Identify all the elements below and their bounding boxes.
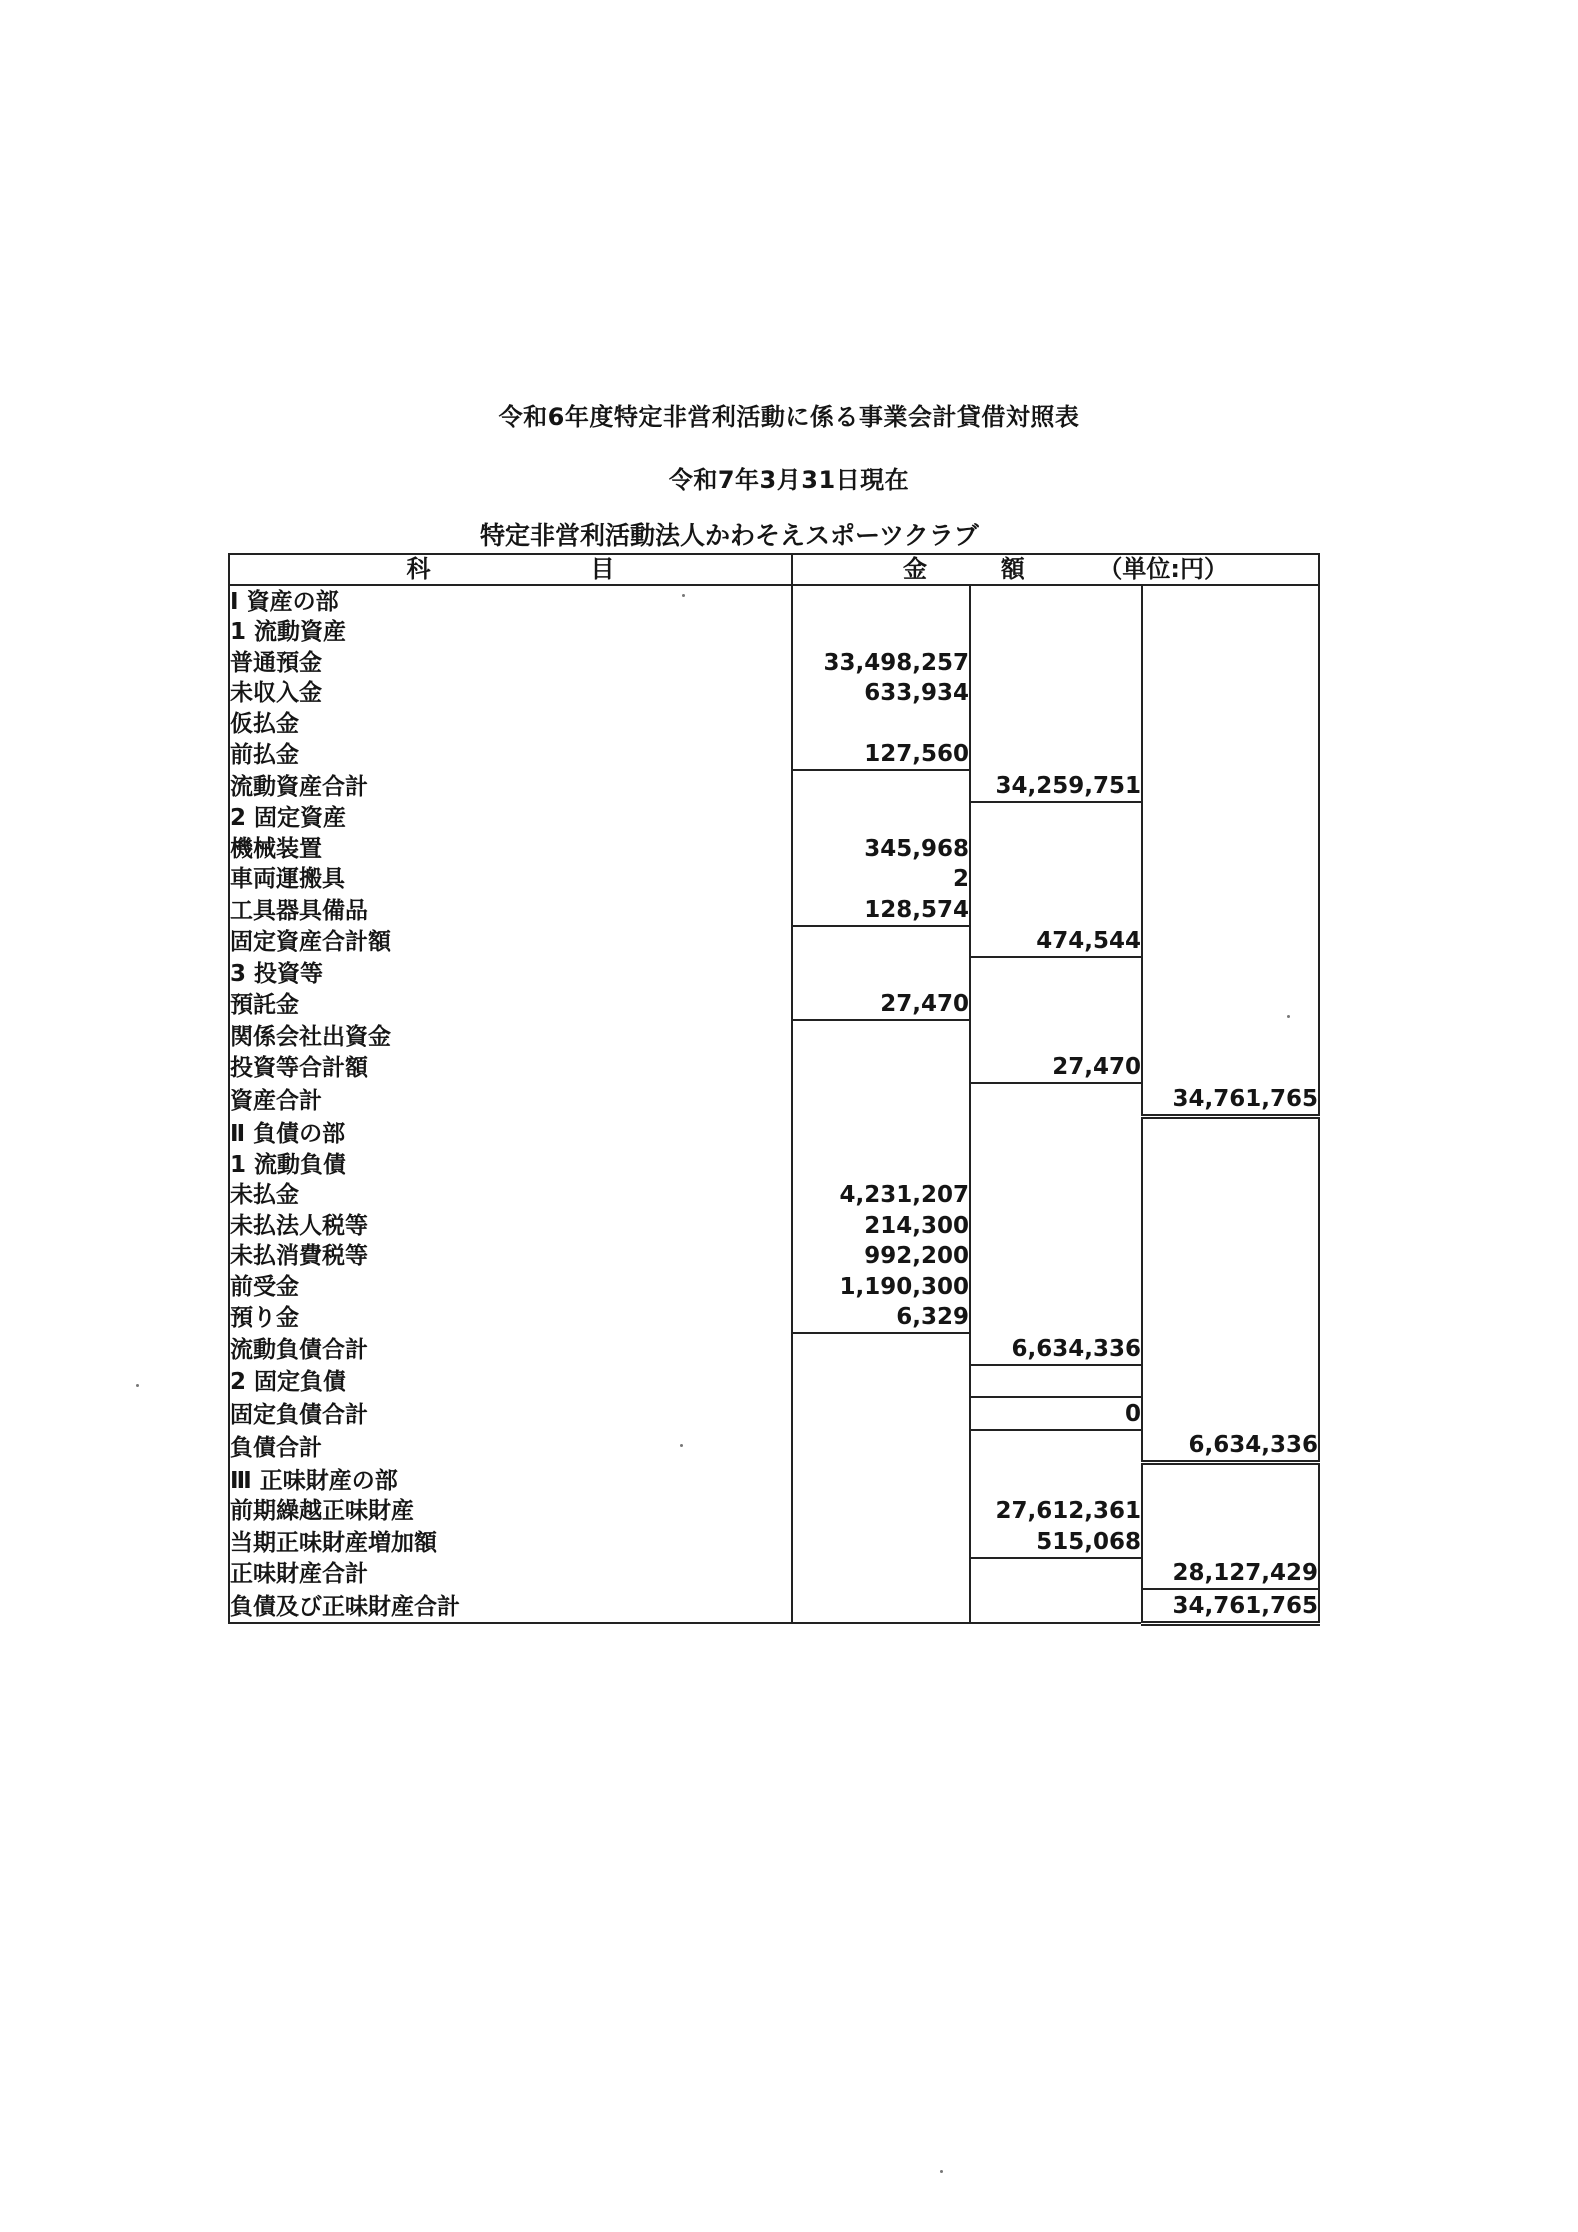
row-c1: 33,498,257 [792, 647, 970, 678]
row-label: 預託金 [229, 989, 792, 1021]
row-c3 [1142, 1052, 1319, 1084]
row-c2 [970, 1210, 1142, 1241]
header-kingaku-1: 金 [903, 555, 927, 583]
row-c1 [792, 1430, 970, 1463]
balance-sheet-table [228, 553, 1320, 1626]
table-row [229, 585, 1319, 617]
table-row [229, 1020, 1319, 1052]
row-c3 [1142, 989, 1319, 1021]
row-c3 [1142, 617, 1319, 648]
row-label: 3 投資等 [229, 957, 792, 989]
row-c2: 27,612,361 [970, 1496, 1142, 1527]
row-c2: 515,068 [970, 1526, 1142, 1558]
row-c1: 128,574 [792, 894, 970, 926]
row-label: Ⅱ 負債の部 [229, 1116, 792, 1149]
row-label: 2 固定負債 [229, 1365, 792, 1398]
row-c2 [970, 894, 1142, 926]
row-label: 正味財産合計 [229, 1558, 792, 1590]
row-label: 負債合計 [229, 1430, 792, 1463]
table-row [229, 802, 1319, 834]
row-c1 [792, 1052, 970, 1084]
table-row [229, 833, 1319, 864]
row-c1: 345,968 [792, 833, 970, 864]
row-c3 [1142, 1180, 1319, 1211]
row-label: 未払消費税等 [229, 1241, 792, 1272]
row-label: Ⅲ 正味財産の部 [229, 1463, 792, 1496]
row-label: 前受金 [229, 1271, 792, 1302]
row-c2 [970, 739, 1142, 771]
table-row [229, 1210, 1319, 1241]
row-c1 [792, 926, 970, 958]
table-row [229, 1180, 1319, 1211]
row-c2 [970, 617, 1142, 648]
scan-speck [1287, 1015, 1290, 1018]
row-c2 [970, 864, 1142, 895]
table-header-row [229, 554, 1319, 585]
row-c1 [792, 1589, 970, 1623]
row-c2 [970, 1589, 1142, 1623]
row-c3 [1142, 1333, 1319, 1365]
header-kamoku-2: 目 [590, 555, 615, 583]
row-c3 [1142, 1020, 1319, 1052]
row-label: Ⅰ 資産の部 [229, 585, 792, 617]
row-label: 2 固定資産 [229, 802, 792, 834]
row-label: 流動負債合計 [229, 1333, 792, 1365]
table-row [229, 926, 1319, 958]
row-c2 [970, 1083, 1142, 1116]
document-title: 令和6年度特定非営利活動に係る事業会計貸借対照表 [498, 403, 1080, 431]
row-c1: 4,231,207 [792, 1180, 970, 1211]
organization-name: 特定非営利活動法人かわそえスポーツクラブ [480, 521, 979, 550]
row-c3 [1142, 1149, 1319, 1180]
scan-speck [136, 1384, 139, 1387]
row-label: 未収入金 [229, 678, 792, 709]
row-c1: 992,200 [792, 1241, 970, 1272]
row-c3 [1142, 1365, 1319, 1398]
row-c1: 6,329 [792, 1302, 970, 1334]
header-unit: （単位:円） [1098, 555, 1229, 583]
row-label: 前期繰越正味財産 [229, 1496, 792, 1527]
row-c1 [792, 1463, 970, 1496]
row-c3 [1142, 1463, 1319, 1496]
row-c3 [1142, 1526, 1319, 1558]
document-date: 令和7年3月31日現在 [668, 466, 910, 494]
table-row [229, 1302, 1319, 1334]
row-c2 [970, 678, 1142, 709]
scan-speck [940, 2170, 943, 2173]
table-row [229, 989, 1319, 1021]
row-c2 [970, 585, 1142, 617]
row-c3 [1142, 647, 1319, 678]
row-c2 [970, 708, 1142, 739]
row-label: 仮払金 [229, 708, 792, 739]
row-c2 [970, 1180, 1142, 1211]
row-c2 [970, 1430, 1142, 1463]
row-c3: 34,761,765 [1142, 1589, 1319, 1623]
row-c3 [1142, 708, 1319, 739]
row-c1 [792, 802, 970, 834]
row-c2 [970, 1020, 1142, 1052]
row-c2 [970, 647, 1142, 678]
row-label: 流動資産合計 [229, 770, 792, 802]
table-row [229, 739, 1319, 771]
row-c2 [970, 1302, 1142, 1334]
row-c1 [792, 1496, 970, 1527]
table-row [229, 1271, 1319, 1302]
row-label: 機械装置 [229, 833, 792, 864]
row-label: 未払法人税等 [229, 1210, 792, 1241]
row-c1: 214,300 [792, 1210, 970, 1241]
row-c1 [792, 1397, 970, 1430]
row-label: 1 流動負債 [229, 1149, 792, 1180]
table-row [229, 1589, 1319, 1623]
row-c3 [1142, 1241, 1319, 1272]
scan-speck [680, 1444, 683, 1447]
table-row [229, 957, 1319, 989]
row-c3 [1142, 1496, 1319, 1527]
header-kamoku [229, 554, 792, 585]
row-c1: 633,934 [792, 678, 970, 709]
table-row [229, 1052, 1319, 1084]
row-c1 [792, 708, 970, 739]
row-c3 [1142, 739, 1319, 771]
row-c3 [1142, 678, 1319, 709]
row-label: 工具器具備品 [229, 894, 792, 926]
table-row [229, 1430, 1319, 1463]
scan-speck [682, 594, 685, 597]
row-label: 1 流動資産 [229, 617, 792, 648]
row-label: 固定資産合計額 [229, 926, 792, 958]
row-c1 [792, 1558, 970, 1590]
row-c1: 1,190,300 [792, 1271, 970, 1302]
row-c2 [970, 1365, 1142, 1398]
table-row [229, 1463, 1319, 1496]
row-c1: 27,470 [792, 989, 970, 1021]
row-c2 [970, 957, 1142, 989]
row-c3 [1142, 1116, 1319, 1149]
row-label: 資産合計 [229, 1083, 792, 1116]
row-c1 [792, 585, 970, 617]
row-label: 関係会社出資金 [229, 1020, 792, 1052]
table-row [229, 864, 1319, 895]
row-c1 [792, 1365, 970, 1398]
table-row [229, 617, 1319, 648]
row-c1 [792, 1526, 970, 1558]
row-c2: 6,634,336 [970, 1333, 1142, 1365]
row-c3: 6,634,336 [1142, 1430, 1319, 1463]
table-row [229, 647, 1319, 678]
row-c2 [970, 1116, 1142, 1149]
row-c2 [970, 833, 1142, 864]
row-c3 [1142, 1271, 1319, 1302]
row-c2 [970, 1271, 1142, 1302]
header-kingaku [792, 554, 1319, 585]
row-label: 当期正味財産増加額 [229, 1526, 792, 1558]
row-c2: 27,470 [970, 1052, 1142, 1084]
row-label: 前払金 [229, 739, 792, 771]
row-c2: 474,544 [970, 926, 1142, 958]
row-label: 預り金 [229, 1302, 792, 1334]
row-c2 [970, 1463, 1142, 1496]
table-row [229, 894, 1319, 926]
row-c1 [792, 1083, 970, 1116]
table-row [229, 1241, 1319, 1272]
row-label: 固定負債合計 [229, 1397, 792, 1430]
table-row [229, 1333, 1319, 1365]
row-c3 [1142, 957, 1319, 989]
row-c3: 34,761,765 [1142, 1083, 1319, 1116]
row-label: 投資等合計額 [229, 1052, 792, 1084]
table-row [229, 1526, 1319, 1558]
row-c2 [970, 989, 1142, 1021]
row-c2: 34,259,751 [970, 770, 1142, 802]
row-c3 [1142, 894, 1319, 926]
row-c3 [1142, 1397, 1319, 1430]
row-c3 [1142, 585, 1319, 617]
row-label: 普通預金 [229, 647, 792, 678]
row-c3 [1142, 770, 1319, 802]
row-label: 未払金 [229, 1180, 792, 1211]
table-row [229, 1365, 1319, 1398]
row-c1 [792, 1020, 970, 1052]
row-c3 [1142, 864, 1319, 895]
row-c3: 28,127,429 [1142, 1558, 1319, 1590]
table-row [229, 1083, 1319, 1116]
row-c2: 0 [970, 1397, 1142, 1430]
row-c3 [1142, 926, 1319, 958]
table-row [229, 1149, 1319, 1180]
row-c3 [1142, 833, 1319, 864]
table-row [229, 678, 1319, 709]
row-c1 [792, 957, 970, 989]
row-c3 [1142, 1210, 1319, 1241]
row-c1 [792, 1333, 970, 1365]
row-label: 負債及び正味財産合計 [229, 1589, 792, 1623]
table-row [229, 708, 1319, 739]
row-c2 [970, 802, 1142, 834]
row-c1: 2 [792, 864, 970, 895]
row-c2 [970, 1149, 1142, 1180]
row-c1: 127,560 [792, 739, 970, 771]
row-c1 [792, 770, 970, 802]
row-label: 車両運搬具 [229, 864, 792, 895]
row-c2 [970, 1241, 1142, 1272]
row-c1 [792, 617, 970, 648]
table-row [229, 1496, 1319, 1527]
table-row [229, 1397, 1319, 1430]
header-kingaku-2: 額 [1000, 555, 1025, 583]
row-c3 [1142, 802, 1319, 834]
row-c1 [792, 1149, 970, 1180]
table-row [229, 770, 1319, 802]
row-c3 [1142, 1302, 1319, 1334]
header-kamoku-1: 科 [406, 555, 431, 583]
table-row [229, 1116, 1319, 1149]
row-c1 [792, 1116, 970, 1149]
table-row [229, 1558, 1319, 1590]
row-c2 [970, 1558, 1142, 1590]
